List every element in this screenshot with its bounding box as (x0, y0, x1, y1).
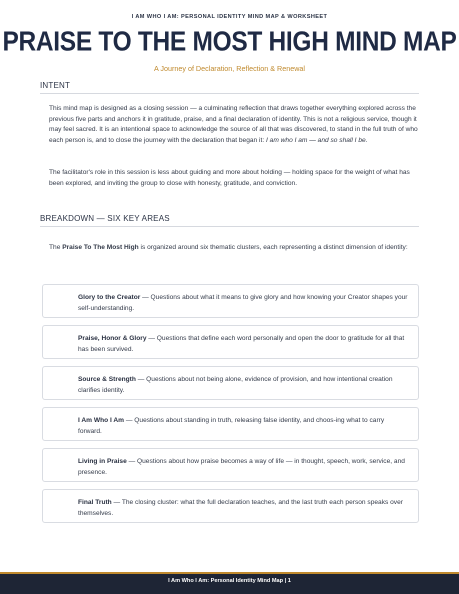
area-card-praise-honor-glory (42, 325, 419, 359)
area-name: Living in Praise (78, 458, 127, 465)
intent-paragraph-2: The facilitator's role in this session is less about guiding and more about holding — holding space for the weight of what has been explored, and inviting the group to close with honesty, gratitude, and conviction. (49, 169, 410, 187)
page-subtitle: A Journey of Declaration, Reflection & Renewal (153, 64, 306, 73)
breakdown-intro (49, 243, 419, 254)
area-card-text (78, 375, 408, 396)
area-card-text (78, 457, 408, 478)
intent-heading: INTENT (40, 81, 71, 90)
breakdown-intro-post: is organized around six thematic clusters, each representing a distinct dimension of identity: (138, 244, 408, 251)
area-name: Glory to the Creator (78, 294, 141, 301)
area-card-text (78, 416, 408, 437)
intent-paragraph-1 (49, 104, 419, 146)
intent-divider (40, 93, 419, 94)
area-card-i-am-who-i-am (42, 407, 419, 441)
area-description: — Questions that define each word personally and open the door to gratitude for all that has been survived. (78, 335, 405, 353)
area-description: — The closing cluster: what the full declaration teaches, and the last truth each person speaks over themselves. (78, 499, 403, 517)
footer-text: I Am Who I Am: Personal Identity Mind Map | 1 (168, 578, 291, 584)
area-card-text (78, 293, 408, 314)
area-card-glory-to-the-creator (42, 284, 419, 318)
intent-paragraph-1-text: This mind map is designed as a closing session — a culminating reflection that draws together everything explored across the previous five parts and anchors it in gratitude, praise, and a final declaration of identity. This is not a religious service, though it may feel sacred. It is an intentional space to acknowledge the source of all that was discovered, to stand in the full truth of who each person is, and to close the journey with the declaration that began it: (49, 105, 418, 144)
breakdown-intro-bold: Praise To The Most High (62, 244, 139, 251)
page-title: PRAISE TO THE MOST HIGH MIND MAP (2, 27, 457, 58)
area-name: I Am Who I Am (78, 417, 125, 424)
area-card-text (78, 498, 408, 519)
document-eyebrow: I AM WHO I AM: PERSONAL IDENTITY MIND MAP & WORKSHEET (131, 14, 328, 20)
area-description: — Questions about standing in truth, releasing false identity, and choos-ing what to carry forward. (78, 417, 385, 435)
area-name: Final Truth (78, 499, 112, 506)
area-card-living-in-praise (42, 448, 419, 482)
area-name: Praise, Honor & Glory (78, 335, 147, 342)
breakdown-intro-pre: The (49, 244, 63, 251)
breakdown-heading: BREAKDOWN — SIX KEY AREAS (40, 214, 170, 223)
area-description: — Questions about not being alone, evidence of provision, and how intentional creation clarifies identity. (78, 376, 393, 394)
area-description: — Questions about how praise becomes a way of life — in thought, speech, work, service, and presence. (78, 458, 405, 476)
area-card-text (78, 334, 408, 355)
intent-declaration-quote: I am who I am — and so shall I be. (266, 136, 368, 144)
area-name: Source & Strength (78, 376, 136, 383)
footer-accent-line (0, 572, 459, 574)
area-card-source-strength (42, 366, 419, 400)
area-description: — Questions about what it means to give glory and how knowing your Creator shapes your self-understanding. (78, 294, 408, 312)
breakdown-divider (40, 226, 419, 227)
area-card-final-truth (42, 489, 419, 523)
